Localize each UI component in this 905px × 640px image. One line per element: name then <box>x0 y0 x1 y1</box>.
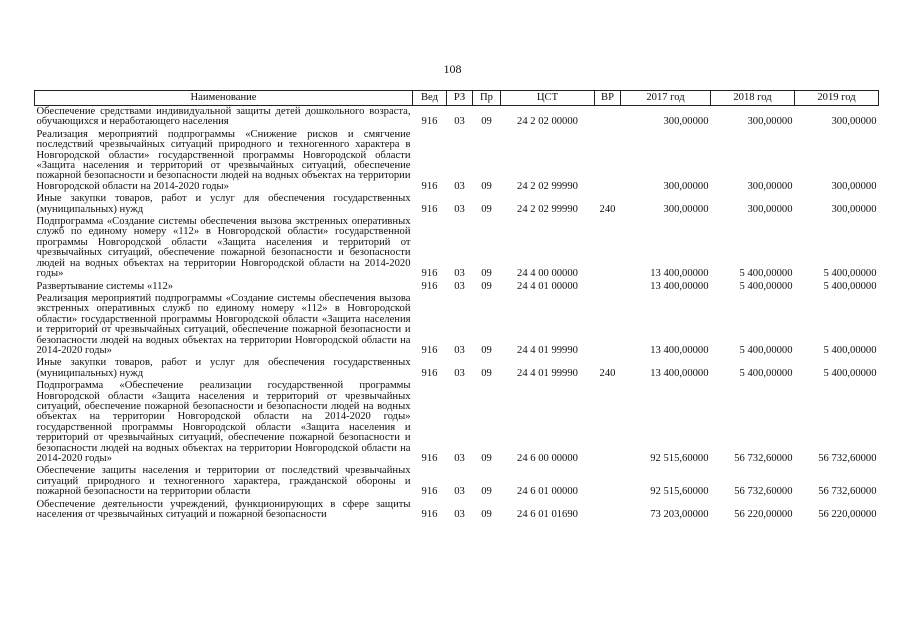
row-cst: 24 2 02 99990 <box>517 180 578 192</box>
row-vr: 240 <box>599 367 616 379</box>
column-header: Вед <box>413 91 447 106</box>
row-cst: 24 6 01 00000 <box>517 486 578 498</box>
row-rz: 03 <box>454 280 465 292</box>
table-row <box>35 281 879 293</box>
row-cst: 24 2 02 00000 <box>517 116 578 128</box>
row-pr: 09 <box>481 509 492 521</box>
table-row <box>35 193 879 216</box>
row-rz: 03 <box>454 509 465 521</box>
column-header: Наименование <box>35 91 413 106</box>
row-ved: 916 <box>421 367 438 379</box>
row-ved: 916 <box>421 280 438 292</box>
row-2019: 300,00000 <box>831 203 877 215</box>
table-header-row <box>35 91 879 106</box>
row-2017: 300,00000 <box>663 203 709 215</box>
column-header: ВР <box>595 91 621 106</box>
row-rz: 03 <box>454 180 465 192</box>
row-name: Реализация мероприятий подпрограммы «Снижение рисков и смягчение последствий чрезвычайных ситуаций природного и техногенного характера в Новгородской области» государственной программы Новгородской области «Защита населения и территорий от чрезвычайных ситуаций, обеспечение пожарной безопасности и безопасности людей на водных объектах на территории Новгородской области на 2014-2020 годы» <box>36 128 411 192</box>
row-ved: 916 <box>421 180 438 192</box>
column-header: 2018 год <box>711 91 795 106</box>
row-2018: 5 400,00000 <box>739 280 793 292</box>
row-2018: 5 400,00000 <box>739 367 793 379</box>
row-rz: 03 <box>454 453 465 464</box>
table-row <box>35 499 879 522</box>
row-2017: 13 400,00000 <box>650 344 709 356</box>
table-row <box>35 216 879 280</box>
row-pr: 09 <box>481 268 492 280</box>
row-rz: 03 <box>454 486 465 498</box>
row-2018: 56 220,00000 <box>734 509 793 521</box>
row-vr <box>595 499 621 522</box>
row-name: Обеспечение средствами индивидуальной защиты детей дошкольного возраста, обучающихся и неработающего населения <box>36 106 411 128</box>
row-ved: 916 <box>421 116 438 128</box>
row-pr: 09 <box>481 203 492 215</box>
row-2018: 5 400,00000 <box>739 344 793 356</box>
column-header: 2017 год <box>621 91 711 106</box>
row-2018: 5 400,00000 <box>739 268 793 280</box>
row-cst: 24 4 01 99990 <box>517 367 578 379</box>
row-ved: 916 <box>421 486 438 498</box>
row-rz: 03 <box>454 268 465 280</box>
row-rz: 03 <box>454 367 465 379</box>
row-name: Обеспечение деятельности учреждений, функционирующих в сфере защиты населения от чрезвычайных ситуаций и пожарной безопасности <box>36 498 411 521</box>
row-ved: 916 <box>421 344 438 356</box>
row-2017: 92 515,60000 <box>650 486 709 498</box>
row-2019: 300,00000 <box>831 116 877 128</box>
row-cst: 24 2 02 99990 <box>517 203 578 215</box>
table-row <box>35 293 879 357</box>
table-row <box>35 357 879 380</box>
row-ved: 916 <box>421 453 438 464</box>
row-pr: 09 <box>481 116 492 128</box>
table-row <box>35 129 879 193</box>
row-vr <box>595 293 621 357</box>
row-2019: 5 400,00000 <box>823 280 877 292</box>
row-name: Иные закупки товаров, работ и услуг для обеспечения государственных (муниципальных) нужд <box>36 357 411 379</box>
row-cst: 24 6 01 01690 <box>517 509 578 521</box>
budget-table <box>34 90 879 521</box>
row-vr <box>595 465 621 498</box>
column-header: ЦСТ <box>501 91 595 106</box>
row-vr <box>595 380 621 465</box>
row-pr: 09 <box>481 280 492 292</box>
row-vr <box>595 216 621 280</box>
row-2018: 300,00000 <box>747 116 793 128</box>
row-name: Иные закупки товаров, работ и услуг для обеспечения государственных (муниципальных) нужд <box>36 193 411 215</box>
row-pr: 09 <box>481 344 492 356</box>
row-vr <box>595 106 621 129</box>
row-cst: 24 4 00 00000 <box>517 268 578 280</box>
column-header: РЗ <box>447 91 473 106</box>
row-2018: 300,00000 <box>747 203 793 215</box>
table-row <box>35 380 879 465</box>
row-rz: 03 <box>454 344 465 356</box>
row-pr: 09 <box>481 453 492 464</box>
row-2019: 56 732,60000 <box>818 486 877 498</box>
table-row <box>35 465 879 498</box>
column-header: 2019 год <box>795 91 879 106</box>
row-rz: 03 <box>454 203 465 215</box>
row-2019: 56 732,60000 <box>818 453 877 464</box>
row-rz: 03 <box>454 116 465 128</box>
row-2019: 56 220,00000 <box>818 509 877 521</box>
row-2017: 13 400,00000 <box>650 367 709 379</box>
row-2018: 56 732,60000 <box>734 486 793 498</box>
row-vr <box>595 129 621 193</box>
row-ved: 916 <box>421 203 438 215</box>
row-2018: 300,00000 <box>747 180 793 192</box>
row-ved: 916 <box>421 268 438 280</box>
row-name: Развертывание системы «112» <box>36 280 174 292</box>
row-pr: 09 <box>481 367 492 379</box>
row-2017: 13 400,00000 <box>650 280 709 292</box>
row-2018: 56 732,60000 <box>734 453 793 464</box>
row-2017: 13 400,00000 <box>650 268 709 280</box>
row-name: Реализация мероприятий подпрограммы «Создание системы обеспечения вызова экстренных оперативных служб по единому номеру «112» в Новгородской области» государственной программы Новгородской области «Защита населения и территорий от чрезвычайных ситуаций, обеспечение пожарной безопасности и безопасности людей на водных объектах на территории Новгородской области на 2014-2020 годы» <box>36 292 411 356</box>
row-vr: 240 <box>599 203 616 215</box>
row-2019: 300,00000 <box>831 180 877 192</box>
row-2017: 92 515,60000 <box>650 453 709 464</box>
row-cst: 24 6 00 00000 <box>517 453 578 464</box>
row-name: Подпрограмма «Обеспечение реализации государственной программы Новгородской области «Защита населения и территорий от чрезвычайных ситуаций, обеспечение пожарной безопасности и безопасности людей на водных объектах на территории Новгородской области на 2014-2020 годы» государственной программы Новгородской области «Защита населения и территорий от чрезвычайных ситуаций, обеспечение пожарной безопасности и безопасности людей на водных объектах на территории Новгородской области на 2014-2020 годы» <box>36 380 411 464</box>
row-cst: 24 4 01 99990 <box>517 344 578 356</box>
column-header: Пр <box>473 91 501 106</box>
table-row <box>35 106 879 129</box>
row-2017: 300,00000 <box>663 180 709 192</box>
row-2019: 5 400,00000 <box>823 268 877 280</box>
page-number: 108 <box>443 62 462 76</box>
row-name: Обеспечение защиты населения и территории от последствий чрезвычайных ситуаций природного и техногенного характера, гражданской обороны и пожарной безопасности на территории области <box>36 465 411 498</box>
row-2017: 300,00000 <box>663 116 709 128</box>
row-vr <box>595 281 621 293</box>
row-pr: 09 <box>481 180 492 192</box>
row-2019: 5 400,00000 <box>823 367 877 379</box>
row-ved: 916 <box>421 509 438 521</box>
row-2019: 5 400,00000 <box>823 344 877 356</box>
row-cst: 24 4 01 00000 <box>517 280 578 292</box>
row-name: Подпрограмма «Создание системы обеспечения вызова экстренных оперативных служб по единому номеру «112» в Новгородской области» государственной программы Новгородской области «Защита населения и территорий от чрезвычайных ситуаций, обеспечение пожарной безопасности и безопасности людей на водных объектах на территории Новгородской области на 2014-2020 годы» <box>36 216 411 280</box>
row-2017: 73 203,00000 <box>650 509 709 521</box>
row-pr: 09 <box>481 486 492 498</box>
